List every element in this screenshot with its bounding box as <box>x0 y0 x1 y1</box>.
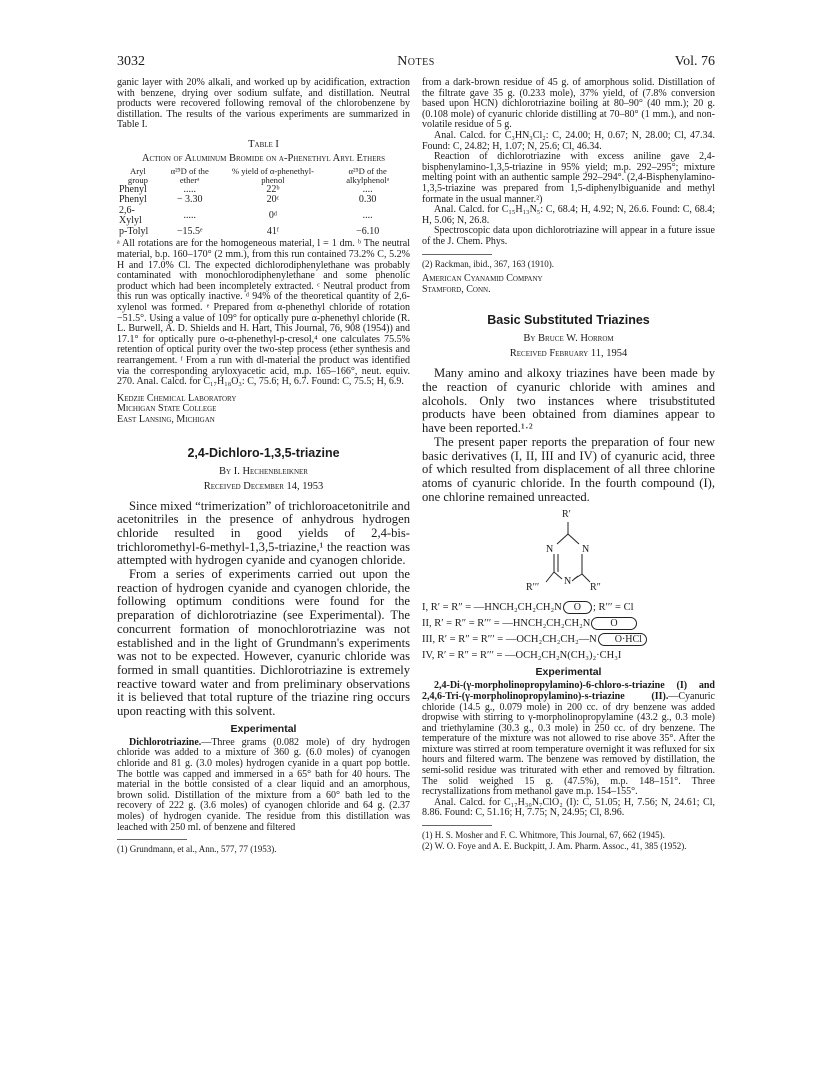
footnote: (2) W. O. Foye and A. E. Buckpitt, J. Am. Pharm. Assoc., 41, 385 (1952). <box>422 840 687 851</box>
footnote: (1) Grundmann, et al., Ann., 577, 77 (1953). <box>117 844 277 855</box>
morpholine-ring: O <box>591 617 636 630</box>
compound-definition: I, R′ = R″ = —HNCH₂CH₂CH₂N O ; R′′′ = Cl <box>422 602 634 614</box>
compound-definition: II, R′ = R″ = R′′′ = —HNCH₂CH₂CH₂N O <box>422 616 715 632</box>
triazine-ring-diagram <box>422 504 715 600</box>
received-date: Received December 14, 1953 <box>203 480 324 492</box>
table-row: Phenyl ..... 22ᵇ .... <box>119 183 373 195</box>
ring-atom-label: N <box>564 576 572 588</box>
article-author: By Bruce W. Horrom <box>523 333 614 345</box>
triazine-structure <box>422 504 715 600</box>
volume-label: Vol. 76 <box>674 54 715 69</box>
ring-atom-label: N <box>582 544 590 556</box>
right-column <box>422 78 715 851</box>
article-author: By I. Hechenbleikner <box>219 465 308 477</box>
paragraph: Anal. Calcd. for C₃HN₃Cl₂: C, 24.00; H, 0.67; N, 28.00; Cl, 47.34. Found: C, 24.82; H, 1.07; N, 25.6; Cl, 46.34. <box>422 129 715 152</box>
results-table <box>117 167 410 238</box>
paragraph: Anal. Calcd. for C₁₅H₁₃N₅: C, 68.4; H, 4.92; N, 26.6. Found: C, 68.4; H, 5.06; N, 26.8. <box>422 204 715 226</box>
table-row: Phenyl − 3.30 20ᶜ 0.30 <box>119 194 377 206</box>
section-heading: Experimental <box>535 666 602 679</box>
table-header: % yield of α-phenethyl-phenol <box>231 165 314 185</box>
substituent-label: R″ <box>590 582 601 594</box>
received-date: Received February 11, 1954 <box>509 348 628 360</box>
paragraph: Dichlorotriazine.—Three grams (0.082 mole) of dry hydrogen chloride was added to a mixture of 360 g. (6.0 moles) of cyanogen chloride and 81 g. (3.0 moles) hydrogen cyanide in a quart pop bottle. The bottle was capped and immersed in a 65° bath for 40 hours. The material in the bottle consisted of a clear liquid and an amorphous, brown solid. Distillation of the mixture from a 60° bath led to the recovery of 222 g. (3.6 moles) of cyanogen chloride and 64 g. (2.37 moles) of hydrogen cyanide. The residue from this distillation was leached with 250 ml. of benzene and filtered <box>117 736 410 833</box>
footnote: (2) Rackman, ibid., 367, 163 (1910). <box>422 258 554 269</box>
paragraph: The present paper reports the preparation of four new basic derivatives (I, II, III and IV) of cyanuric acid, three of which resulted from displacement of all three chlorine atoms of cyanuric chloride. In the fourth compound (I), one chlorine remained unreacted. <box>422 434 715 504</box>
footnote-rule <box>422 825 492 826</box>
running-header <box>117 54 715 72</box>
footnote: (1) H. S. Mosher and F. C. Whitmore, This Journal, 67, 662 (1945). <box>422 830 665 841</box>
table-footnotes: ᵃ All rotations are for the homogeneous material, l = 1 dm. ᵇ The neutral material, b.p. 160–170° (2 mm.), from this run contained 73.2% C, 5.2% H and 17.0% Cl. The expected dichlorodiphenylethane was probably contaminated with monochlorodiphenylethane and some phenolic product which had been incompletely extracted. ᶜ Neutral product from this run was optically inactive. ᵈ 94% of the theoretical quantity of 2,6-xylenol was formed. ᵉ Prepared from α-phenethyl chloride of rotation −51.5°. Using a value of 109° for optically pure α-phenethyl chloride (R. L. Burwell, A. D. Shields and H. Hart, This Journal, 76, 908 (1954)) and 17.1° for optically pure o-α-phenethyl-p-cresol,⁴ one calculates 75.5% retention of optical purity over the two-step process (ether synthesis and rearrangement. ᶠ From a run with dl-material the product was identified via the corresponding aryloxyacetic acid, m.p. 165–166°, neut. equiv. 270. Anal. Calcd. for C₁₇H₁₈O₃: C, 75.6; H, 6.7. Found: C, 75.5; H, 6.9. <box>117 238 410 388</box>
footnote-rule <box>117 839 187 840</box>
table-title: Action of Aluminum Bromide on α-Phenethyl Aryl Ethers <box>141 152 386 164</box>
paragraph: Reaction of dichlorotriazine with excess aniline gave 2,4-bisphenylamino-1,3,5-triazine in 95% yield; m.p. 292–295°; mixture melting point with an authentic sample 292–294°. (2,4-Bisphenylamino-1,3,5-triazine was prepared from 1,5-diphenylbiguanide and methyl formate in the usual manner.²) <box>422 151 715 205</box>
ring-atom-label: N <box>546 544 554 556</box>
page-number: 3032 <box>117 54 145 69</box>
substituent-label: R′′′ <box>526 582 540 594</box>
affiliation: Kedzie Chemical Laboratory Michigan State College East Lansing, Michigan <box>117 392 237 425</box>
footnote-rule <box>422 254 492 255</box>
compound-definition: IV, R′ = R″ = R′′′ = —OCH₂CH₂N(CH₃)₂·CH₃I <box>422 650 622 662</box>
journal-section: Notes <box>397 54 435 69</box>
table-row: p-Tolyl −15.5ᵉ 41ᶠ −6.10 <box>119 225 380 237</box>
compound-definition: III, R′ = R″ = R′′′ = —OCH₂CH₂CH₂—N O·HCl <box>422 632 715 648</box>
article-title: 2,4-Dichloro-1,3,5-triazine <box>187 445 340 460</box>
paragraph: 2,4-Di-(γ-morpholinopropylamino)-6-chloro-s-triazine (I) and 2,4,6-Tri-(γ-morpholinopropylamino)-s-triazine (II).—Cyanuric chloride (14.5 g., 0.079 mole) in 200 cc. of dry benzene was added dropwise with stirring to γ-morpholinopropylamine (43.2 g., 0.3 mole) and triethylamine (30.3 g., 0.3 mole) in 250 cc. of dry benzene. The temperature of the mixture was not allowed to rise above 35°. After the mixture was stirred at room temperature overnight it was refluxed for six hours and filtered warm. The benzene was removed by distillation, the semi-solid residue was triturated with ether and removed by filtration. The solid weighed 15 g. (47.5%), m.p. 148–151°. Three recrystallizations from methanol gave m.p. 154–155°. <box>422 680 715 798</box>
morpholine-ring: O <box>563 601 592 614</box>
paragraph: ganic layer with 20% alkali, and worked up by acidification, extraction with benzene, drying over sodium sulfate, and distillation. Neutral products were recovered following removal of the chlorobenzene by distillation. The results of the various experiments are summarized in Table I. <box>117 77 410 131</box>
paragraph: from a dark-brown residue of 45 g. of amorphous solid. Distillation of the filtrate gave 35 g. (0.233 mole), 37% yield, of (7.8% conversion based upon HCN) dichlorotriazine boiling at 80–90° (40 mm.); 20 g. (0.108 mole) of cyanuric chloride distilling at 70–80° (1 mm.), and non-volatile residue of 5 g. <box>422 77 715 131</box>
article-title: Basic Substituted Triazines <box>487 313 650 328</box>
paragraph: From a series of experiments carried out upon the reaction of hydrogen cyanide and cyanogen chloride, the following optimum conditions were found for the preparation of dichlorotriazine (see Experimental). The concurrent formation of monochlorotriazine was not established and in the light of Grundmann's experiments was not to be expected. However, cyanuric chloride was formed in small quantities. Dichlorotriazine is extremely reactive toward water and from preliminary observations it is believed that total rupture of the triazine ring occurs upon reacting with this solvent. <box>117 567 410 719</box>
table-row: 2,6-Xylyl ..... 0ᵈ .... <box>119 204 373 227</box>
morpholine-ring: O·HCl <box>598 633 647 646</box>
table-header: Aryl group <box>127 165 148 185</box>
section-heading: Experimental <box>230 722 297 735</box>
paragraph: Many amino and alkoxy triazines have been made by the reaction of cyanuric chloride with amines and alcohols. Only two instances where trisubstituted products have been obtained from diamines appear to have been reported.¹·² <box>422 366 715 436</box>
table-header: α²⁵D of the etherᵃ <box>170 165 209 185</box>
table-label: Table I <box>248 138 279 150</box>
table-header: α²⁵D of the alkylphenolᵃ <box>346 165 390 185</box>
left-column <box>117 78 410 855</box>
compound-list <box>422 600 715 664</box>
substituent-label: R′ <box>562 509 571 521</box>
paragraph: Anal. Calcd. for C₁₇H₃₀N₇ClO₂ (I): C, 51.05; H, 7.56; N, 24.61; Cl, 8.86. Found: C, 51.16; H, 7.75; N, 24.95; Cl, 8.96. <box>422 796 715 819</box>
paragraph: Spectroscopic data upon dichlorotriazine will appear in a future issue of the J. Chem. Phys. <box>422 225 715 247</box>
paragraph: Since mixed “trimerization” of trichloroacetonitrile and acetonitriles in the presence of anhydrous hydrogen chloride resulted in good yields of 2,4-bis-trichloromethyl-6-methyl-1,3,5-triazine,¹ the reaction was attempted with hydrogen cyanide and cyanogen chloride. <box>117 498 410 568</box>
affiliation: American Cyanamid Company Stamford, Conn. <box>422 273 543 295</box>
